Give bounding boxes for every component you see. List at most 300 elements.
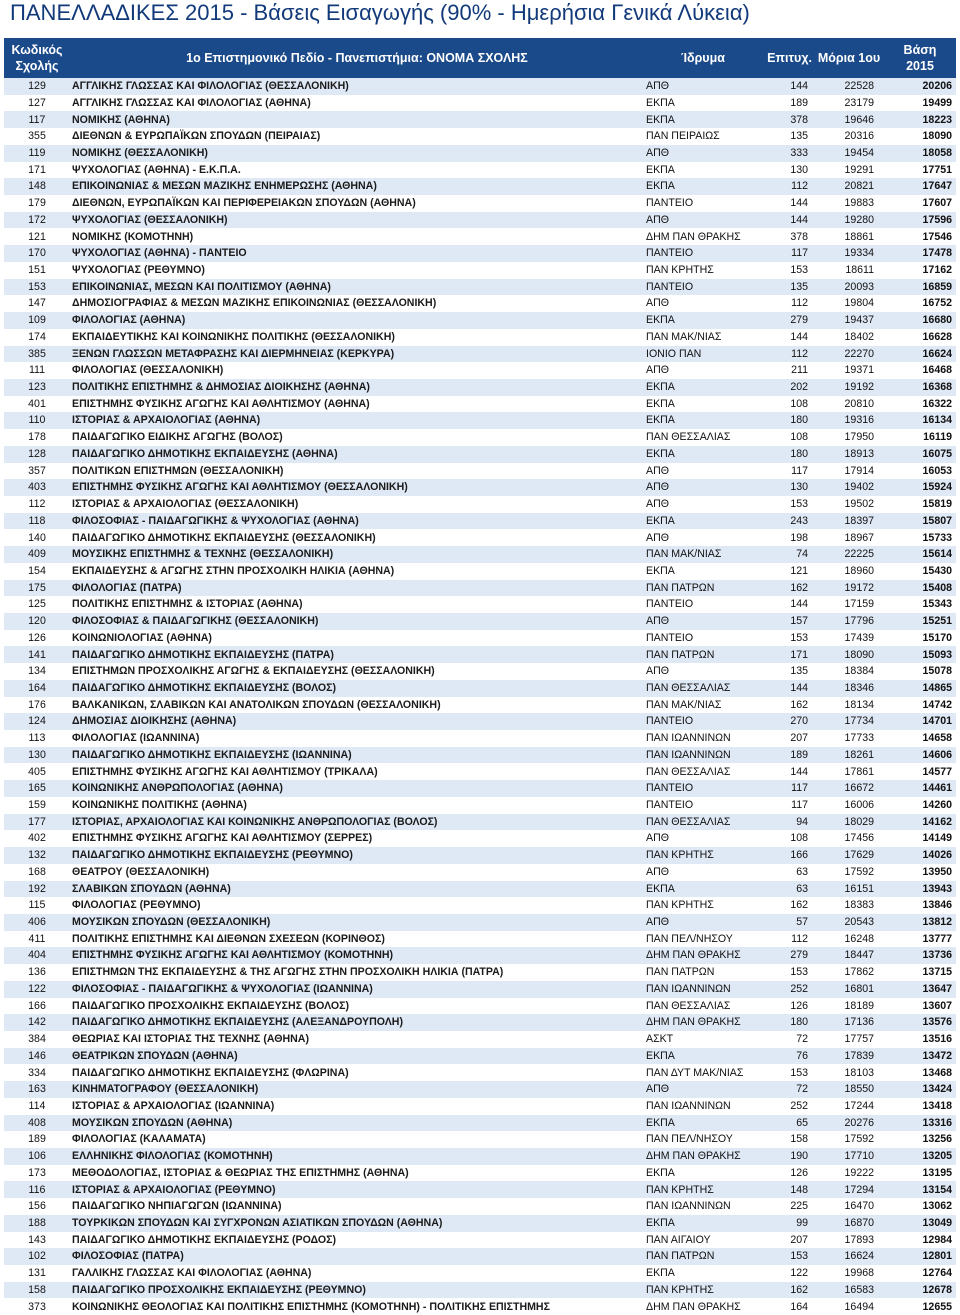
cell-base: 17596 bbox=[922, 213, 952, 226]
cell-base: 18058 bbox=[922, 146, 952, 159]
cell-posts: 112 bbox=[791, 347, 808, 360]
cell-posts: 279 bbox=[790, 949, 808, 962]
cell-code: 164 bbox=[28, 681, 46, 694]
cell-points: 22528 bbox=[844, 80, 874, 93]
cell-institution: ΠΑΝ ΙΩΑΝΝΙΝΩΝ bbox=[646, 748, 731, 761]
table-row bbox=[4, 897, 956, 914]
cell-code: 165 bbox=[28, 782, 46, 795]
cell-base: 15807 bbox=[922, 514, 952, 527]
cell-school-name: ΦΙΛΟΛΟΓΙΑΣ (ΡΕΘΥΜΝΟ) bbox=[72, 899, 201, 912]
table-row bbox=[4, 162, 956, 179]
table-row bbox=[4, 1265, 956, 1282]
cell-points: 20821 bbox=[844, 180, 874, 193]
cell-institution: ΠΑΝ ΑΙΓΑΙΟΥ bbox=[646, 1233, 711, 1246]
cell-code: 120 bbox=[28, 615, 46, 628]
cell-posts: 180 bbox=[790, 414, 808, 427]
table-row bbox=[4, 396, 956, 413]
table-body bbox=[4, 78, 956, 1315]
cell-school-name: ΑΓΓΛΙΚΗΣ ΓΛΩΣΣΑΣ ΚΑΙ ΦΙΛΟΛΟΓΙΑΣ (ΘΕΣΣΑΛΟΝΙΚΗ) bbox=[72, 80, 349, 93]
cell-code: 176 bbox=[28, 698, 46, 711]
cell-points: 19402 bbox=[844, 481, 874, 494]
cell-code: 156 bbox=[28, 1200, 46, 1213]
table-row bbox=[4, 479, 956, 496]
cell-code: 130 bbox=[28, 748, 46, 761]
table-row bbox=[4, 279, 956, 296]
cell-code: 116 bbox=[28, 1183, 46, 1196]
cell-institution: ΕΚΠΑ bbox=[646, 397, 675, 410]
cell-points: 19371 bbox=[844, 364, 874, 377]
cell-base: 15343 bbox=[922, 598, 952, 611]
cell-points: 17796 bbox=[844, 615, 874, 628]
header-code-label: Κωδικός Σχολής bbox=[11, 43, 63, 73]
cell-school-name: ΝΟΜΙΚΗΣ (ΚΟΜΟΤΗΝΗ) bbox=[72, 230, 194, 243]
cell-school-name: ΜΕΘΟΔΟΛΟΓΙΑΣ, ΙΣΤΟΡΙΑΣ & ΘΕΩΡΙΑΣ ΤΗΣ ΕΠΙΣΤΗΜΗΣ (ΑΘΗΝΑ) bbox=[72, 1166, 409, 1179]
cell-posts: 153 bbox=[790, 498, 808, 511]
cell-school-name: ΠΑΙΔΑΓΩΓΙΚΟ ΔΗΜΟΤΙΚΗΣ ΕΚΠΑΙΔΕΥΣΗΣ (ΘΕΣΣΑΛΟΝΙΚΗ) bbox=[72, 531, 376, 544]
cell-code: 112 bbox=[28, 498, 46, 511]
cell-code: 158 bbox=[28, 1283, 46, 1296]
cell-points: 19437 bbox=[844, 314, 874, 327]
page-title: ΠΑΝΕΛΛΑΔΙΚΕΣ 2015 - Βάσεις Εισαγωγής (90% - Ημερήσια Γενικά Λύκεια) bbox=[10, 0, 750, 25]
table-row bbox=[4, 947, 956, 964]
cell-institution: ΠΑΝ ΠΕΛ/ΝΗΣΟΥ bbox=[646, 1133, 733, 1146]
cell-posts: 202 bbox=[790, 381, 808, 394]
cell-base: 14701 bbox=[922, 715, 952, 728]
cell-code: 159 bbox=[28, 799, 46, 812]
cell-school-name: ΜΟΥΣΙΚΩΝ ΣΠΟΥΔΩΝ (ΑΘΗΝΑ) bbox=[72, 1116, 233, 1129]
cell-institution: ΠΑΝΤΕΙΟ bbox=[646, 280, 694, 293]
cell-code: 173 bbox=[28, 1166, 46, 1179]
cell-school-name: ΞΕΝΩΝ ΓΛΩΣΣΩΝ ΜΕΤΑΦΡΑΣΗΣ ΚΑΙ ΔΙΕΡΜΗΝΕΙΑΣ (ΚΕΡΚΥΡΑ) bbox=[72, 347, 395, 360]
cell-points: 17592 bbox=[844, 1133, 874, 1146]
cell-base: 13468 bbox=[922, 1066, 952, 1079]
cell-base: 14658 bbox=[922, 732, 952, 745]
cell-points: 17294 bbox=[844, 1183, 874, 1196]
cell-points: 16624 bbox=[844, 1250, 874, 1263]
cell-code: 128 bbox=[28, 447, 46, 460]
cell-institution: ΠΑΝ ΘΕΣΣΑΛΙΑΣ bbox=[646, 765, 731, 778]
cell-base: 12678 bbox=[922, 1283, 952, 1296]
cell-posts: 378 bbox=[790, 230, 808, 243]
table-row bbox=[4, 546, 956, 563]
cell-institution: ΠΑΝ ΘΕΣΣΑΛΙΑΣ bbox=[646, 999, 731, 1012]
cell-institution: ΠΑΝ ΚΡΗΤΗΣ bbox=[646, 849, 714, 862]
cell-institution: ΕΚΠΑ bbox=[646, 113, 675, 126]
table-row bbox=[4, 780, 956, 797]
cell-school-name: ΨΥΧΟΛΟΓΙΑΣ (ΑΘΗΝΑ) - ΠΑΝΤΕΙΟ bbox=[72, 247, 247, 260]
cell-code: 170 bbox=[28, 247, 46, 260]
table-row bbox=[4, 1248, 956, 1265]
cell-posts: 162 bbox=[790, 698, 808, 711]
cell-base: 14577 bbox=[922, 765, 952, 778]
cell-base: 16859 bbox=[922, 280, 952, 293]
cell-base: 13154 bbox=[922, 1183, 952, 1196]
cell-code: 404 bbox=[28, 949, 46, 962]
cell-school-name: ΠΑΙΔΑΓΩΓΙΚΟ ΔΗΜΟΤΙΚΗΣ ΕΚΠΑΙΔΕΥΣΗΣ (ΦΛΩΡΙΝΑ) bbox=[72, 1066, 349, 1079]
cell-posts: 112 bbox=[791, 297, 808, 310]
table-row bbox=[4, 1048, 956, 1065]
cell-points: 17159 bbox=[844, 598, 874, 611]
cell-institution: ΠΑΝ ΘΕΣΣΑΛΙΑΣ bbox=[646, 681, 731, 694]
cell-points: 19502 bbox=[844, 498, 874, 511]
cell-institution: ΑΠΘ bbox=[646, 916, 669, 929]
cell-school-name: ΦΙΛΟΣΟΦΙΑΣ (ΠΑΤΡΑ) bbox=[72, 1250, 184, 1263]
cell-school-name: ΣΛΑΒΙΚΩΝ ΣΠΟΥΔΩΝ (ΑΘΗΝΑ) bbox=[72, 882, 231, 895]
table-row bbox=[4, 1148, 956, 1165]
cell-institution: ΑΠΘ bbox=[646, 146, 669, 159]
cell-school-name: ΒΑΛΚΑΝΙΚΩΝ, ΣΛΑΒΙΚΩΝ ΚΑΙ ΑΝΑΤΟΛΙΚΩΝ ΣΠΟΥΔΩΝ (ΘΕΣΣΑΛΟΝΙΚΗ) bbox=[72, 698, 441, 711]
cell-school-name: ΕΚΠΑΙΔΕΥΣΗΣ & ΑΓΩΓΗΣ ΣΤΗΝ ΠΡΟΣΧΟΛΙΚΗ ΗΛΙΚΙΑ (ΑΘΗΝΑ) bbox=[72, 564, 395, 577]
cell-institution: ΠΑΝ ΠΑΤΡΩΝ bbox=[646, 966, 715, 979]
cell-code: 171 bbox=[28, 163, 46, 176]
cell-institution: ΠΑΝ ΙΩΑΝΝΙΝΩΝ bbox=[646, 1200, 731, 1213]
cell-school-name: ΙΣΤΟΡΙΑΣ & ΑΡΧΑΙΟΛΟΓΙΑΣ (ΙΩΑΝΝΙΝΑ) bbox=[72, 1099, 275, 1112]
cell-institution: ΠΑΝ ΔΥΤ ΜΑΚ/ΝΙΑΣ bbox=[646, 1066, 744, 1079]
cell-posts: 189 bbox=[790, 748, 808, 761]
cell-school-name: ΠΟΛΙΤΙΚΗΣ ΕΠΙΣΤΗΜΗΣ ΚΑΙ ΔΙΕΘΝΩΝ ΣΧΕΣΕΩΝ (ΚΟΡΙΝΘΟΣ) bbox=[72, 932, 385, 945]
results-table-wrapper bbox=[4, 38, 956, 1315]
cell-school-name: ΦΙΛΟΛΟΓΙΑΣ (ΠΑΤΡΑ) bbox=[72, 581, 182, 594]
table-row bbox=[4, 881, 956, 898]
table-row bbox=[4, 981, 956, 998]
cell-school-name: ΨΥΧΟΛΟΓΙΑΣ (ΑΘΗΝΑ) - Ε.Κ.Π.Α. bbox=[72, 163, 241, 176]
cell-school-name: ΠΟΛΙΤΙΚΗΣ ΕΠΙΣΤΗΜΗΣ & ΙΣΤΟΡΙΑΣ (ΑΘΗΝΑ) bbox=[72, 598, 303, 611]
cell-base: 13062 bbox=[922, 1200, 952, 1213]
table-row bbox=[4, 630, 956, 647]
table-row bbox=[4, 964, 956, 981]
cell-posts: 333 bbox=[790, 146, 808, 159]
cell-code: 140 bbox=[28, 531, 46, 544]
cell-school-name: ΙΣΤΟΡΙΑΣ, ΑΡΧΑΙΟΛΟΓΙΑΣ ΚΑΙ ΚΟΙΝΩΝΙΚΗΣ ΑΝΘΡΩΠΟΛΟΓΙΑΣ (ΒΟΛΟΣ) bbox=[72, 815, 438, 828]
cell-school-name: ΠΑΙΔΑΓΩΓΙΚΟ ΕΙΔΙΚΗΣ ΑΓΩΓΗΣ (ΒΟΛΟΣ) bbox=[72, 431, 283, 444]
cell-institution: ΑΠΘ bbox=[646, 80, 669, 93]
cell-posts: 153 bbox=[790, 264, 808, 277]
cell-institution: ΕΚΠΑ bbox=[646, 1116, 675, 1129]
cell-posts: 117 bbox=[791, 782, 808, 795]
cell-points: 22225 bbox=[844, 548, 874, 561]
cell-base: 13316 bbox=[922, 1116, 952, 1129]
cell-points: 20543 bbox=[844, 916, 874, 929]
cell-base: 17162 bbox=[922, 264, 952, 277]
cell-posts: 135 bbox=[790, 130, 808, 143]
cell-code: 355 bbox=[28, 130, 46, 143]
cell-code: 357 bbox=[28, 464, 46, 477]
cell-school-name: ΔΙΕΘΝΩΝ & ΕΥΡΩΠΑΪΚΩΝ ΣΠΟΥΔΩΝ (ΠΕΙΡΑΙΑΣ) bbox=[72, 130, 321, 143]
cell-school-name: ΠΑΙΔΑΓΩΓΙΚΟ ΠΡΟΣΧΟΛΙΚΗΣ ΕΚΠΑΙΔΕΥΣΗΣ (ΡΕΘΥΜΝΟ) bbox=[72, 1283, 366, 1296]
cell-base: 20206 bbox=[922, 80, 952, 93]
cell-base: 17607 bbox=[922, 197, 952, 210]
cell-institution: ΔΗΜ ΠΑΝ ΘΡΑΚΗΣ bbox=[646, 230, 741, 243]
cell-code: 148 bbox=[28, 180, 46, 193]
cell-institution: ΕΚΠΑ bbox=[646, 1049, 675, 1062]
cell-posts: 99 bbox=[796, 1216, 808, 1229]
cell-points: 19316 bbox=[844, 414, 874, 427]
cell-school-name: ΕΠΙΣΤΗΜΩΝ ΤΗΣ ΕΚΠΑΙΔΕΥΣΗΣ & ΤΗΣ ΑΓΩΓΗΣ ΣΤΗΝ ΠΡΟΣΧΟΛΙΚΗ ΗΛΙΚΙΑ (ΠΑΤΡΑ) bbox=[72, 966, 504, 979]
table-row bbox=[4, 145, 956, 162]
cell-posts: 157 bbox=[790, 615, 808, 628]
table-row bbox=[4, 596, 956, 613]
cell-posts: 153 bbox=[790, 1066, 808, 1079]
cell-code: 189 bbox=[28, 1133, 46, 1146]
cell-base: 14461 bbox=[922, 782, 952, 795]
cell-points: 19334 bbox=[844, 247, 874, 260]
cell-posts: 126 bbox=[790, 999, 808, 1012]
header-row bbox=[4, 38, 956, 78]
cell-base: 13256 bbox=[922, 1133, 952, 1146]
table-row bbox=[4, 496, 956, 513]
cell-code: 136 bbox=[28, 966, 46, 979]
cell-points: 17950 bbox=[844, 431, 874, 444]
cell-code: 385 bbox=[28, 347, 46, 360]
table-row bbox=[4, 747, 956, 764]
cell-code: 124 bbox=[28, 715, 46, 728]
table-row bbox=[4, 914, 956, 931]
cell-points: 17914 bbox=[844, 464, 874, 477]
table-row bbox=[4, 429, 956, 446]
cell-base: 16322 bbox=[922, 397, 952, 410]
table-row bbox=[4, 379, 956, 396]
table-row bbox=[4, 663, 956, 680]
cell-points: 17629 bbox=[844, 849, 874, 862]
cell-base: 17478 bbox=[922, 247, 952, 260]
cell-points: 16801 bbox=[844, 982, 874, 995]
cell-code: 175 bbox=[28, 581, 46, 594]
cell-base: 13516 bbox=[922, 1033, 952, 1046]
cell-posts: 126 bbox=[790, 1166, 808, 1179]
cell-points: 20093 bbox=[844, 280, 874, 293]
cell-points: 17439 bbox=[844, 631, 874, 644]
cell-points: 19172 bbox=[844, 581, 874, 594]
cell-school-name: ΦΙΛΟΛΟΓΙΑΣ (ΑΘΗΝΑ) bbox=[72, 314, 186, 327]
cell-points: 16470 bbox=[844, 1200, 874, 1213]
table-row bbox=[4, 680, 956, 697]
table-row bbox=[4, 212, 956, 229]
cell-school-name: ΑΓΓΛΙΚΗΣ ΓΛΩΣΣΑΣ ΚΑΙ ΦΙΛΟΛΟΓΙΑΣ (ΑΘΗΝΑ) bbox=[72, 96, 311, 109]
cell-institution: ΠΑΝ ΠΕΙΡΑΙΩΣ bbox=[646, 130, 720, 143]
cell-points: 16583 bbox=[844, 1283, 874, 1296]
header-name: 1ο Επιστημονικό Πεδίο - Πανεπιστήμια: ΟΝΟΜΑ ΣΧΟΛΗΣ bbox=[186, 51, 528, 65]
table-row bbox=[4, 295, 956, 312]
cell-base: 13576 bbox=[922, 1016, 952, 1029]
cell-school-name: ΠΑΙΔΑΓΩΓΙΚΟ ΔΗΜΟΤΙΚΗΣ ΕΚΠΑΙΔΕΥΣΗΣ (ΠΑΤΡΑ) bbox=[72, 648, 334, 661]
cell-base: 18090 bbox=[922, 130, 952, 143]
cell-base: 16134 bbox=[922, 414, 952, 427]
cell-base: 15924 bbox=[922, 481, 952, 494]
cell-base: 13424 bbox=[922, 1083, 952, 1096]
cell-institution: ΑΠΘ bbox=[646, 213, 669, 226]
cell-code: 172 bbox=[28, 213, 46, 226]
cell-institution: ΠΑΝ ΚΡΗΤΗΣ bbox=[646, 1283, 714, 1296]
cell-code: 125 bbox=[28, 598, 46, 611]
cell-points: 16248 bbox=[844, 932, 874, 945]
cell-base: 14162 bbox=[922, 815, 952, 828]
cell-institution: ΑΠΘ bbox=[646, 297, 669, 310]
cell-base: 18223 bbox=[922, 113, 952, 126]
cell-institution: ΑΠΘ bbox=[646, 865, 669, 878]
table-row bbox=[4, 362, 956, 379]
cell-points: 16006 bbox=[844, 799, 874, 812]
cell-school-name: ΚΟΙΝΩΝΙΚΗΣ ΘΕΟΛΟΓΙΑΣ ΚΑΙ ΠΟΛΙΤΙΚΗΣ ΕΠΙΣΤΗΜΗΣ (ΚΟΜΟΤΗΝΗ) - ΠΟΛΙΤΙΚΗΣ ΕΠΙΣΤΗΜΗΣ bbox=[72, 1300, 550, 1313]
table-row bbox=[4, 563, 956, 580]
cell-school-name: ΤΟΥΡΚΙΚΩΝ ΣΠΟΥΔΩΝ ΚΑΙ ΣΥΓΧΡΟΝΩΝ ΑΣΙΑΤΙΚΩΝ ΣΠΟΥΔΩΝ (ΑΘΗΝΑ) bbox=[72, 1216, 443, 1229]
cell-points: 16672 bbox=[844, 782, 874, 795]
cell-posts: 180 bbox=[790, 447, 808, 460]
table-row bbox=[4, 78, 956, 95]
cell-institution: ΠΑΝΤΕΙΟ bbox=[646, 631, 694, 644]
cell-code: 102 bbox=[28, 1250, 46, 1263]
cell-points: 17710 bbox=[844, 1150, 874, 1163]
table-row bbox=[4, 1298, 956, 1315]
cell-base: 14865 bbox=[922, 681, 952, 694]
cell-code: 188 bbox=[28, 1216, 46, 1229]
table-row bbox=[4, 1215, 956, 1232]
cell-code: 408 bbox=[28, 1116, 46, 1129]
table-row bbox=[4, 111, 956, 128]
header-code bbox=[4, 38, 70, 78]
cell-code: 373 bbox=[28, 1300, 46, 1313]
cell-code: 126 bbox=[28, 631, 46, 644]
cell-posts: 148 bbox=[790, 1183, 808, 1196]
cell-code: 168 bbox=[28, 865, 46, 878]
cell-posts: 211 bbox=[791, 364, 808, 377]
results-table bbox=[4, 38, 956, 1315]
cell-institution: ΕΚΠΑ bbox=[646, 514, 675, 527]
cell-institution: ΑΠΘ bbox=[646, 364, 669, 377]
cell-points: 18103 bbox=[844, 1066, 874, 1079]
cell-code: 115 bbox=[28, 899, 46, 912]
table-row bbox=[4, 814, 956, 831]
cell-posts: 225 bbox=[790, 1200, 808, 1213]
cell-points: 19291 bbox=[844, 163, 874, 176]
cell-institution: ΠΑΝ ΙΩΑΝΝΙΝΩΝ bbox=[646, 732, 731, 745]
cell-code: 147 bbox=[28, 297, 46, 310]
cell-base: 15733 bbox=[922, 531, 952, 544]
cell-points: 23179 bbox=[844, 96, 874, 109]
cell-points: 20276 bbox=[844, 1116, 874, 1129]
cell-school-name: ΜΟΥΣΙΚΗΣ ΕΠΙΣΤΗΜΗΣ & ΤΕΧΝΗΣ (ΘΕΣΣΑΛΟΝΙΚΗ) bbox=[72, 548, 334, 561]
cell-code: 142 bbox=[28, 1016, 46, 1029]
cell-points: 18397 bbox=[844, 514, 874, 527]
cell-points: 18611 bbox=[845, 264, 874, 277]
cell-school-name: ΠΑΙΔΑΓΩΓΙΚΟ ΔΗΜΟΤΙΚΗΣ ΕΚΠΑΙΔΕΥΣΗΣ (ΑΘΗΝΑ) bbox=[72, 447, 338, 460]
table-row bbox=[4, 1098, 956, 1115]
cell-school-name: ΦΙΛΟΛΟΓΙΑΣ (ΚΑΛΑΜΑΤΑ) bbox=[72, 1133, 206, 1146]
cell-posts: 164 bbox=[790, 1300, 808, 1313]
cell-institution: ΠΑΝΤΕΙΟ bbox=[646, 799, 694, 812]
cell-posts: 108 bbox=[790, 431, 808, 444]
cell-base: 13607 bbox=[922, 999, 952, 1012]
cell-base: 15408 bbox=[922, 581, 952, 594]
table-row bbox=[4, 262, 956, 279]
cell-points: 20316 bbox=[844, 130, 874, 143]
cell-base: 14260 bbox=[922, 799, 952, 812]
cell-base: 13472 bbox=[922, 1049, 952, 1062]
cell-school-name: ΘΕΑΤΡΙΚΩΝ ΣΠΟΥΔΩΝ (ΑΘΗΝΑ) bbox=[72, 1049, 238, 1062]
cell-school-name: ΓΑΛΛΙΚΗΣ ΓΛΩΣΣΑΣ ΚΑΙ ΦΙΛΟΛΟΓΙΑΣ (ΑΘΗΝΑ) bbox=[72, 1267, 312, 1280]
cell-posts: 252 bbox=[790, 982, 808, 995]
cell-code: 166 bbox=[28, 999, 46, 1012]
cell-code: 401 bbox=[28, 397, 46, 410]
cell-code: 110 bbox=[28, 414, 46, 427]
cell-institution: ΑΠΘ bbox=[646, 615, 669, 628]
cell-base: 17751 bbox=[922, 163, 952, 176]
table-row bbox=[4, 513, 956, 530]
cell-base: 15614 bbox=[922, 548, 952, 561]
cell-posts: 135 bbox=[790, 280, 808, 293]
table-row bbox=[4, 763, 956, 780]
cell-institution: ΠΑΝ ΙΩΑΝΝΙΝΩΝ bbox=[646, 982, 731, 995]
cell-institution: ΕΚΠΑ bbox=[646, 1166, 675, 1179]
cell-points: 17893 bbox=[844, 1233, 874, 1246]
cell-code: 134 bbox=[28, 665, 46, 678]
cell-code: 174 bbox=[28, 330, 46, 343]
cell-institution: ΠΑΝΤΕΙΟ bbox=[646, 197, 694, 210]
cell-school-name: ΕΠΙΚΟΙΝΩΝΙΑΣ, ΜΕΣΩΝ ΚΑΙ ΠΟΛΙΤΙΣΜΟΥ (ΑΘΗΝΑ) bbox=[72, 280, 331, 293]
cell-school-name: ΙΣΤΟΡΙΑΣ & ΑΡΧΑΙΟΛΟΓΙΑΣ (ΑΘΗΝΑ) bbox=[72, 414, 261, 427]
table-row bbox=[4, 95, 956, 112]
cell-institution: ΠΑΝ ΜΑΚ/ΝΙΑΣ bbox=[646, 548, 722, 561]
cell-base: 16624 bbox=[922, 347, 952, 360]
cell-posts: 162 bbox=[790, 899, 808, 912]
cell-base: 15170 bbox=[922, 631, 952, 644]
cell-institution: ΕΚΠΑ bbox=[646, 1267, 675, 1280]
cell-school-name: ΚΟΙΝΩΝΙΟΛΟΓΙΑΣ (ΑΘΗΝΑ) bbox=[72, 631, 212, 644]
cell-base: 19499 bbox=[922, 96, 952, 109]
cell-posts: 63 bbox=[796, 882, 808, 895]
cell-posts: 252 bbox=[790, 1099, 808, 1112]
cell-posts: 144 bbox=[790, 80, 808, 93]
table-row bbox=[4, 346, 956, 363]
cell-base: 14149 bbox=[922, 832, 952, 845]
cell-base: 16368 bbox=[922, 381, 952, 394]
cell-code: 119 bbox=[28, 146, 46, 159]
table-row bbox=[4, 1131, 956, 1148]
cell-posts: 270 bbox=[790, 715, 808, 728]
cell-posts: 63 bbox=[796, 865, 808, 878]
cell-points: 18029 bbox=[844, 815, 874, 828]
table-row bbox=[4, 998, 956, 1015]
cell-base: 13715 bbox=[922, 966, 952, 979]
cell-code: 406 bbox=[28, 916, 46, 929]
cell-school-name: ΕΠΙΣΤΗΜΗΣ ΦΥΣΙΚΗΣ ΑΓΩΓΗΣ ΚΑΙ ΑΘΛΗΤΙΣΜΟΥ (ΘΕΣΣΑΛΟΝΙΚΗ) bbox=[72, 481, 408, 494]
cell-code: 403 bbox=[28, 481, 46, 494]
cell-posts: 144 bbox=[790, 330, 808, 343]
cell-points: 17733 bbox=[844, 732, 874, 745]
cell-institution: ΠΑΝΤΕΙΟ bbox=[646, 598, 694, 611]
cell-institution: ΠΑΝ ΜΑΚ/ΝΙΑΣ bbox=[646, 330, 722, 343]
cell-code: 118 bbox=[28, 514, 46, 527]
cell-posts: 74 bbox=[796, 548, 808, 561]
table-row bbox=[4, 245, 956, 262]
table-row bbox=[4, 713, 956, 730]
cell-school-name: ΕΚΠΑΙΔΕΥΤΙΚΗΣ ΚΑΙ ΚΟΙΝΩΝΙΚΗΣ ΠΟΛΙΤΙΚΗΣ (ΘΕΣΣΑΛΟΝΙΚΗ) bbox=[72, 330, 395, 343]
cell-institution: ΔΗΜ ΠΑΝ ΘΡΑΚΗΣ bbox=[646, 1016, 741, 1029]
cell-posts: 144 bbox=[790, 213, 808, 226]
cell-school-name: ΔΗΜΟΣΙΟΓΡΑΦΙΑΣ & ΜΕΣΩΝ ΜΑΖΙΚΗΣ ΕΠΙΚΟΙΝΩΝΙΑΣ (ΘΕΣΣΑΛΟΝΙΚΗ) bbox=[72, 297, 437, 310]
cell-base: 13812 bbox=[922, 916, 952, 929]
cell-points: 18861 bbox=[844, 230, 874, 243]
cell-school-name: ΕΠΙΣΤΗΜΗΣ ΦΥΣΙΚΗΣ ΑΓΩΓΗΣ ΚΑΙ ΑΘΛΗΤΙΣΜΟΥ (ΤΡΙΚΑΛΑ) bbox=[72, 765, 378, 778]
cell-school-name: ΔΙΕΘΝΩΝ, ΕΥΡΩΠΑΪΚΩΝ ΚΑΙ ΠΕΡΙΦΕΡΕΙΑΚΩΝ ΣΠΟΥΔΩΝ (ΑΘΗΝΑ) bbox=[72, 197, 416, 210]
cell-posts: 153 bbox=[790, 966, 808, 979]
header-base-label: Βάση 2015 bbox=[903, 43, 937, 73]
cell-posts: 189 bbox=[790, 96, 808, 109]
cell-base: 12764 bbox=[922, 1267, 952, 1280]
cell-institution: ΔΗΜ ΠΑΝ ΘΡΑΚΗΣ bbox=[646, 1150, 741, 1163]
cell-school-name: ΠΑΙΔΑΓΩΓΙΚΟ ΠΡΟΣΧΟΛΙΚΗΣ ΕΚΠΑΙΔΕΥΣΗΣ (ΒΟΛΟΣ) bbox=[72, 999, 350, 1012]
cell-base: 15093 bbox=[922, 648, 952, 661]
cell-points: 19192 bbox=[844, 381, 874, 394]
